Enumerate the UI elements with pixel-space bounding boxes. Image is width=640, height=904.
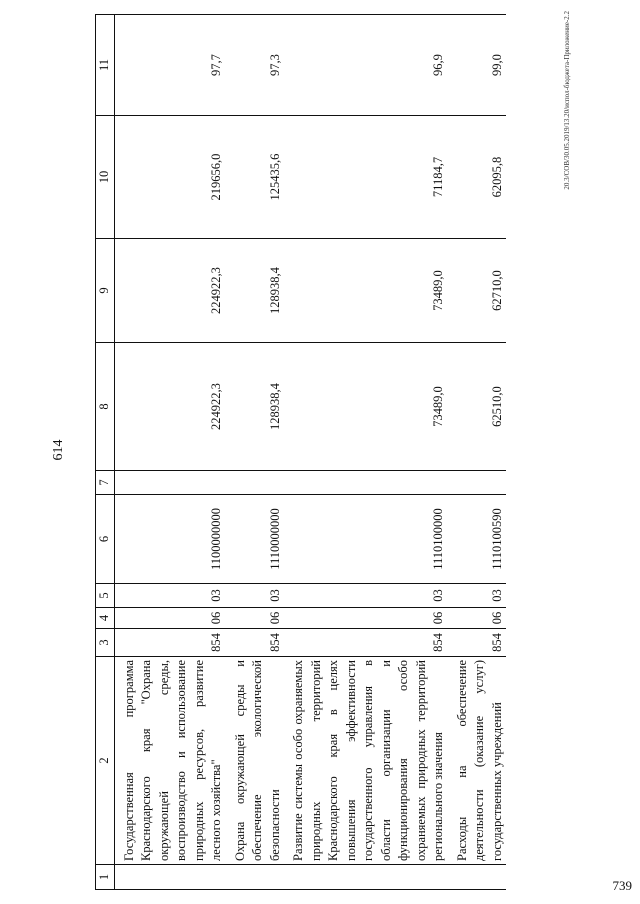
table-row — [114, 15, 226, 890]
cell-c7 — [448, 471, 507, 495]
cell-c10: 62095,8 — [448, 116, 507, 239]
cell-c9: 128938,4 — [226, 239, 285, 343]
column-header: 4 — [96, 608, 115, 629]
row-index-cell — [284, 865, 448, 890]
row-index-cell — [226, 865, 285, 890]
rotated-page — [51, 10, 575, 890]
cell-c10: 71184,7 — [284, 116, 448, 239]
cell-c6: 1100000000 — [114, 495, 226, 584]
row-index-cell — [448, 865, 507, 890]
cell-c4: 06 — [114, 608, 226, 629]
cell-c8: 62510,0 — [448, 343, 507, 471]
column-header: 3 — [96, 629, 115, 657]
cell-c6: 1110000000 — [226, 495, 285, 584]
side-page-number: 739 — [612, 878, 632, 893]
column-header: 1 — [96, 865, 115, 890]
cell-c5: 03 — [448, 584, 507, 608]
cell-c10: 125435,6 — [226, 116, 285, 239]
cell-c6: 1110100590 — [448, 495, 507, 584]
cell-c4: 06 — [448, 608, 507, 629]
column-header: 10 — [96, 116, 115, 239]
cell-c5: 03 — [284, 584, 448, 608]
cell-c8: 73489,0 — [284, 343, 448, 471]
table-row — [226, 15, 285, 890]
cell-c6: 1110100000 — [284, 495, 448, 584]
cell-c3: 854 — [448, 629, 507, 657]
column-header: 11 — [96, 15, 115, 116]
row-name: Расходы на обеспечение деятельности (оказание услуг) государственных учреждений — [448, 657, 507, 865]
cell-c4: 06 — [284, 608, 448, 629]
row-index-cell — [114, 865, 226, 890]
cell-c3: 854 — [284, 629, 448, 657]
table-row — [284, 15, 448, 890]
cell-c5: 03 — [226, 584, 285, 608]
cell-c11: 97,3 — [226, 15, 285, 116]
column-header: 8 — [96, 343, 115, 471]
cell-c3: 854 — [114, 629, 226, 657]
cell-c9: 62710,0 — [448, 239, 507, 343]
row-name: Развитие системы особо охраняемых природных территорий Краснодарского края в целях повышения эффективности государственного управления в области организации и функционирования особо охраняемых природных территорий регионального значения — [284, 657, 448, 865]
column-header: 5 — [96, 584, 115, 608]
cell-c9: 224922,3 — [114, 239, 226, 343]
cell-c3: 854 — [226, 629, 285, 657]
column-header: 9 — [96, 239, 115, 343]
cell-c10: 219656,0 — [114, 116, 226, 239]
row-name: Государственная программа Краснодарского края "Охрана окружающей среды, воспроизводство и использование природных ресурсов, развитие лесного хозяйства" — [114, 657, 226, 865]
cell-c7 — [284, 471, 448, 495]
cell-c11: 99,0 — [448, 15, 507, 116]
cell-c8: 224922,3 — [114, 343, 226, 471]
cell-c11: 96,9 — [284, 15, 448, 116]
document-path-footnote: 20.3/СОВ/30.05.2019/13.20/испол-бюджета-Приложение-2.2 — [563, 11, 571, 190]
cell-c7 — [226, 471, 285, 495]
cell-c8: 128938,4 — [226, 343, 285, 471]
column-header: 2 — [96, 657, 115, 865]
table-header-row — [96, 15, 115, 890]
cell-c7 — [114, 471, 226, 495]
column-header: 7 — [96, 471, 115, 495]
table-row — [448, 15, 507, 890]
budget-table — [95, 14, 506, 890]
row-name: Охрана окружающей среды и обеспечение экологической безопасности — [226, 657, 285, 865]
page-number: 614 — [51, 439, 66, 461]
cell-c5: 03 — [114, 584, 226, 608]
cell-c4: 06 — [226, 608, 285, 629]
cell-c11: 97,7 — [114, 15, 226, 116]
column-header: 6 — [96, 495, 115, 584]
cell-c9: 73489,0 — [284, 239, 448, 343]
